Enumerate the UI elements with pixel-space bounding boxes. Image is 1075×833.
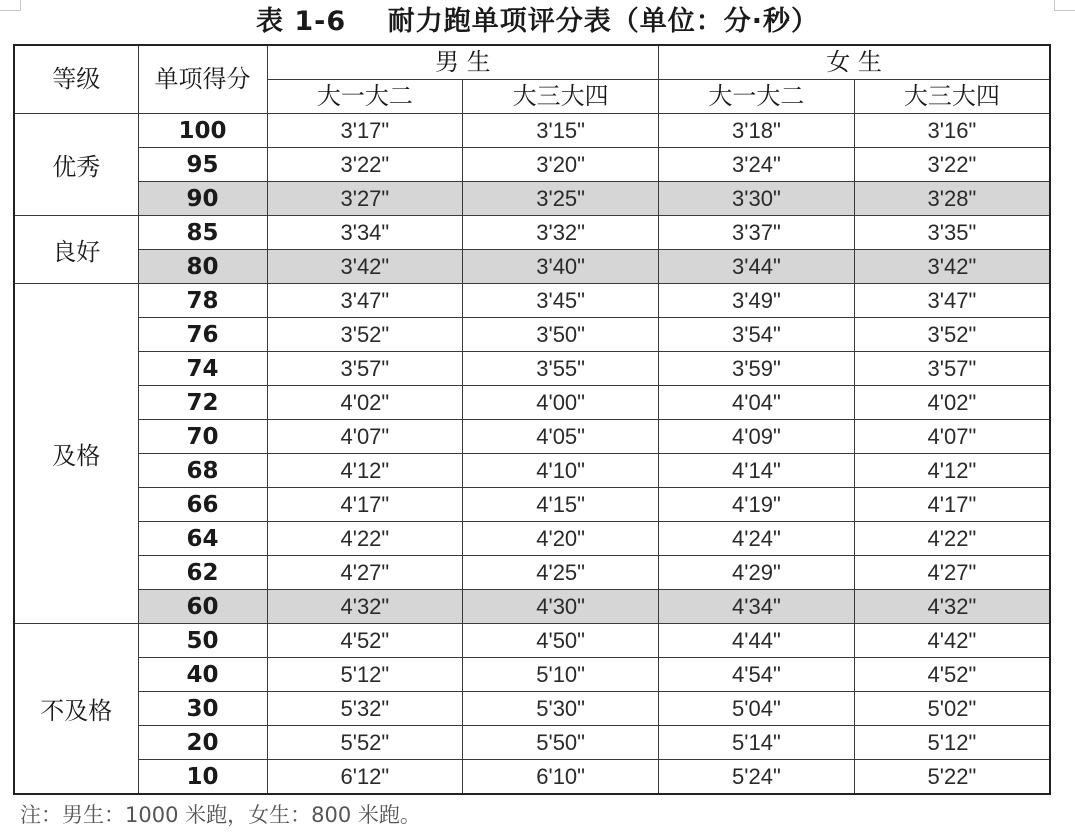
footnote: 注：男生：1000 米跑，女生：800 米跑。 xyxy=(20,803,421,827)
table-row xyxy=(14,556,1050,590)
male-year12-time-cell: 5'12" xyxy=(267,658,463,692)
score-cell: 74 xyxy=(138,352,267,386)
table-row xyxy=(14,148,1050,182)
table-row xyxy=(14,114,1050,148)
male-year12-time-cell: 4'32" xyxy=(267,590,463,624)
female-year34-time-cell: 4'32" xyxy=(854,590,1050,624)
female-year12-time-cell: 5'14" xyxy=(659,726,855,760)
male-year34-time-cell: 5'30" xyxy=(463,692,659,726)
male-year34-time-cell: 4'10" xyxy=(463,454,659,488)
female-year12-time-cell: 4'34" xyxy=(659,590,855,624)
male-year12-time-cell: 6'12" xyxy=(267,760,463,795)
male-year12-time-cell: 3'27" xyxy=(267,182,463,216)
score-cell: 78 xyxy=(138,284,267,318)
female-year34-time-cell: 3'42" xyxy=(854,250,1050,284)
female-year12-time-cell: 4'24" xyxy=(659,522,855,556)
table-row xyxy=(14,726,1050,760)
male-year34-time-cell: 3'45" xyxy=(463,284,659,318)
header-male: 男 生 xyxy=(267,45,659,80)
male-year12-time-cell: 4'12" xyxy=(267,454,463,488)
male-year12-time-cell: 4'17" xyxy=(267,488,463,522)
table-row xyxy=(14,454,1050,488)
score-cell: 66 xyxy=(138,488,267,522)
table-row xyxy=(14,182,1050,216)
table-row xyxy=(14,318,1050,352)
header-female-year12: 大一大二 xyxy=(659,80,855,114)
score-cell: 50 xyxy=(138,624,267,658)
male-year34-time-cell: 3'32" xyxy=(463,216,659,250)
female-year12-time-cell: 4'14" xyxy=(659,454,855,488)
male-year34-time-cell: 4'25" xyxy=(463,556,659,590)
male-year34-time-cell: 4'05" xyxy=(463,420,659,454)
score-cell: 68 xyxy=(138,454,267,488)
table-row xyxy=(14,284,1050,318)
female-year12-time-cell: 4'04" xyxy=(659,386,855,420)
female-year34-time-cell: 3'16" xyxy=(854,114,1050,148)
score-cell: 10 xyxy=(138,760,267,795)
male-year12-time-cell: 4'27" xyxy=(267,556,463,590)
female-year34-time-cell: 3'52" xyxy=(854,318,1050,352)
female-year34-time-cell: 4'52" xyxy=(854,658,1050,692)
male-year12-time-cell: 4'22" xyxy=(267,522,463,556)
female-year34-time-cell: 4'17" xyxy=(854,488,1050,522)
female-year12-time-cell: 4'44" xyxy=(659,624,855,658)
female-year12-time-cell: 4'19" xyxy=(659,488,855,522)
male-year34-time-cell: 3'25" xyxy=(463,182,659,216)
score-cell: 64 xyxy=(138,522,267,556)
score-cell: 40 xyxy=(138,658,267,692)
score-cell: 100 xyxy=(138,114,267,148)
male-year12-time-cell: 4'02" xyxy=(267,386,463,420)
female-year34-time-cell: 4'42" xyxy=(854,624,1050,658)
table-header xyxy=(14,45,1050,114)
female-year34-time-cell: 4'27" xyxy=(854,556,1050,590)
table-title: 表 1-6 耐力跑单项评分表（单位：分·秒） xyxy=(255,6,820,37)
female-year12-time-cell: 3'30" xyxy=(659,182,855,216)
table-row xyxy=(14,420,1050,454)
header-female-year34: 大三大四 xyxy=(854,80,1050,114)
header-male-year34: 大三大四 xyxy=(463,80,659,114)
female-year34-time-cell: 4'12" xyxy=(854,454,1050,488)
male-year34-time-cell: 4'50" xyxy=(463,624,659,658)
table-body xyxy=(14,114,1050,795)
female-year12-time-cell: 3'24" xyxy=(659,148,855,182)
female-year34-time-cell: 5'02" xyxy=(854,692,1050,726)
male-year34-time-cell: 3'20" xyxy=(463,148,659,182)
female-year34-time-cell: 3'57" xyxy=(854,352,1050,386)
table-row xyxy=(14,760,1050,795)
female-year12-time-cell: 4'29" xyxy=(659,556,855,590)
male-year34-time-cell: 4'30" xyxy=(463,590,659,624)
male-year34-time-cell: 3'50" xyxy=(463,318,659,352)
table-row xyxy=(14,386,1050,420)
female-year12-time-cell: 3'54" xyxy=(659,318,855,352)
header-female: 女 生 xyxy=(659,45,1051,80)
grade-cell: 良好 xyxy=(14,216,138,284)
female-year12-time-cell: 3'18" xyxy=(659,114,855,148)
male-year12-time-cell: 3'52" xyxy=(267,318,463,352)
table-row xyxy=(14,250,1050,284)
male-year34-time-cell: 4'20" xyxy=(463,522,659,556)
male-year12-time-cell: 4'52" xyxy=(267,624,463,658)
score-cell: 85 xyxy=(138,216,267,250)
female-year12-time-cell: 3'59" xyxy=(659,352,855,386)
male-year34-time-cell: 3'40" xyxy=(463,250,659,284)
female-year34-time-cell: 4'07" xyxy=(854,420,1050,454)
score-cell: 20 xyxy=(138,726,267,760)
score-cell: 62 xyxy=(138,556,267,590)
male-year34-time-cell: 5'10" xyxy=(463,658,659,692)
table-row xyxy=(14,624,1050,658)
male-year34-time-cell: 3'15" xyxy=(463,114,659,148)
female-year34-time-cell: 3'22" xyxy=(854,148,1050,182)
endurance-run-score-table xyxy=(13,44,1051,795)
male-year12-time-cell: 3'57" xyxy=(267,352,463,386)
grade-cell: 优秀 xyxy=(14,114,138,216)
table-row xyxy=(14,352,1050,386)
header-male-year12: 大一大二 xyxy=(267,80,463,114)
table-row xyxy=(14,488,1050,522)
female-year12-time-cell: 3'37" xyxy=(659,216,855,250)
female-year34-time-cell: 5'22" xyxy=(854,760,1050,795)
male-year34-time-cell: 4'15" xyxy=(463,488,659,522)
female-year12-time-cell: 3'44" xyxy=(659,250,855,284)
table-row xyxy=(14,692,1050,726)
male-year12-time-cell: 4'07" xyxy=(267,420,463,454)
female-year34-time-cell: 3'35" xyxy=(854,216,1050,250)
header-grade: 等级 xyxy=(14,45,138,114)
male-year12-time-cell: 3'42" xyxy=(267,250,463,284)
female-year12-time-cell: 5'04" xyxy=(659,692,855,726)
female-year34-time-cell: 4'02" xyxy=(854,386,1050,420)
table-row xyxy=(14,216,1050,250)
female-year12-time-cell: 3'49" xyxy=(659,284,855,318)
male-year12-time-cell: 3'17" xyxy=(267,114,463,148)
table-row xyxy=(14,658,1050,692)
grade-cell: 不及格 xyxy=(14,624,138,795)
male-year34-time-cell: 6'10" xyxy=(463,760,659,795)
male-year12-time-cell: 3'22" xyxy=(267,148,463,182)
female-year34-time-cell: 3'47" xyxy=(854,284,1050,318)
male-year12-time-cell: 5'52" xyxy=(267,726,463,760)
score-cell: 80 xyxy=(138,250,267,284)
score-cell: 30 xyxy=(138,692,267,726)
male-year12-time-cell: 5'32" xyxy=(267,692,463,726)
score-cell: 90 xyxy=(138,182,267,216)
male-year34-time-cell: 4'00" xyxy=(463,386,659,420)
male-year34-time-cell: 3'55" xyxy=(463,352,659,386)
female-year34-time-cell: 3'28" xyxy=(854,182,1050,216)
table-row xyxy=(14,590,1050,624)
male-year34-time-cell: 5'50" xyxy=(463,726,659,760)
score-cell: 76 xyxy=(138,318,267,352)
score-cell: 60 xyxy=(138,590,267,624)
score-cell: 95 xyxy=(138,148,267,182)
male-year12-time-cell: 3'34" xyxy=(267,216,463,250)
female-year12-time-cell: 4'54" xyxy=(659,658,855,692)
female-year34-time-cell: 5'12" xyxy=(854,726,1050,760)
female-year12-time-cell: 5'24" xyxy=(659,760,855,795)
header-score: 单项得分 xyxy=(138,45,267,114)
table-row xyxy=(14,522,1050,556)
score-cell: 70 xyxy=(138,420,267,454)
score-cell: 72 xyxy=(138,386,267,420)
female-year34-time-cell: 4'22" xyxy=(854,522,1050,556)
female-year12-time-cell: 4'09" xyxy=(659,420,855,454)
male-year12-time-cell: 3'47" xyxy=(267,284,463,318)
grade-cell: 及格 xyxy=(14,284,138,624)
